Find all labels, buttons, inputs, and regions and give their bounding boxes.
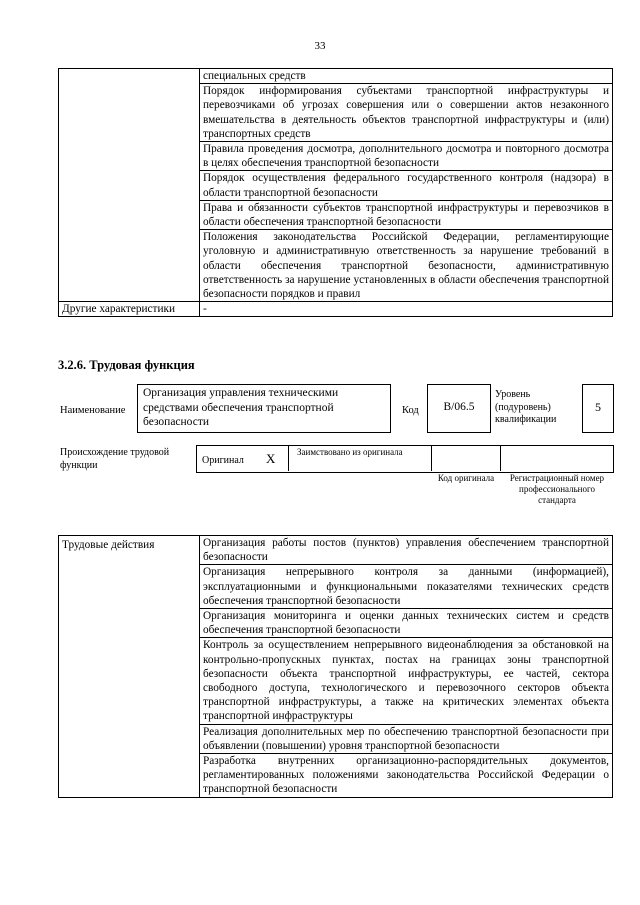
- level-value: 5: [595, 400, 601, 414]
- other-characteristics-value: -: [200, 302, 613, 317]
- original-label: Оригинал: [202, 455, 244, 466]
- actions-table: [58, 535, 613, 798]
- divider: [500, 445, 501, 471]
- table-cell: Порядок информирования субъектами транспортной инфраструктуры и перевозчиками об угрозах совершения или о совершении актов незаконного вмешательства в деятельность объектов транспортной инфраструктуры и (или) транспортных средств: [200, 84, 613, 142]
- code-value: B/06.5: [443, 401, 475, 413]
- reg-caption: Регистрационный номер профессионального стандарта: [509, 473, 605, 505]
- table-row: [59, 69, 613, 84]
- origin-label: Происхождение трудовой функции: [60, 447, 170, 471]
- table-cell: Правила проведения досмотра, дополнительного досмотра и повторного досмотра в целях обеспечения транспортной безопасности: [200, 142, 613, 171]
- knowledge-table: [58, 68, 613, 317]
- left-cell-empty: [59, 69, 200, 302]
- borrowed-label: Заимствовано из оригинала: [297, 447, 403, 457]
- table-cell: специальных средств: [200, 69, 613, 84]
- code-label: Код: [402, 405, 419, 416]
- level-label: Уровень (подуровень) квалификации: [495, 389, 557, 425]
- actions-label: Трудовые действия: [59, 536, 200, 798]
- table-cell: Положения законодательства Российской Федерации, регламентирующие уголовную и административную ответственность за нарушение требований в области обеспечения транспортной безопасности, административную ответственность за нарушение установленных в области обеспечения транспортной безопасности порядков и правил: [200, 230, 613, 302]
- level-box: [582, 384, 614, 433]
- table-cell: Порядок осуществления федерального государственного контроля (надзора) в области транспортной безопасности: [200, 171, 613, 200]
- table-cell: Реализация дополнительных мер по обеспечению транспортной безопасности при объявлении (повышении) уровня транспортной безопасности: [200, 724, 613, 753]
- other-characteristics-label: Другие характеристики: [59, 302, 200, 317]
- table-cell: Организация работы постов (пунктов) управления обеспечением транспортной безопасности: [200, 536, 613, 565]
- name-value: Организация управления техническими средствами обеспечения транспортной безопасности: [143, 387, 339, 428]
- table-cell: Организация мониторинга и оценки данных технических систем и средств обеспечения транспортной безопасности: [200, 609, 613, 638]
- name-label: Наименование: [60, 405, 126, 416]
- code-box: [427, 384, 491, 433]
- table-cell: Разработка внутренних организационно-распорядительных документов, регламентированных положениями законодательства Российской Федерации о транспортной безопасности: [200, 754, 613, 798]
- divider: [288, 445, 289, 471]
- table-cell: Права и обязанности субъектов транспортной инфраструктуры и перевозчиков в области обеспечения транспортной безопасности: [200, 200, 613, 229]
- table-cell: Организация непрерывного контроля за данными (информацией), эксплуатационными и функциональными показателями технических средств обеспечения транспортной безопасности: [200, 565, 613, 609]
- table-row: [59, 302, 613, 317]
- name-box: [137, 384, 391, 433]
- section-title: 3.2.6. Трудовая функция: [58, 358, 195, 372]
- code-caption: Код оригинала: [437, 473, 495, 483]
- divider: [431, 445, 432, 471]
- page-number: 33: [314, 40, 326, 52]
- original-mark: X: [266, 451, 276, 466]
- table-row: [59, 536, 613, 565]
- table-cell: Контроль за осуществлением непрерывного видеонаблюдения за обстановкой на контрольно-пропускных пунктах, постах на границах зоны транспортной безопасности объекта транспортной инфраструктуры, ее частей, сектора свободного доступа, технологического и перевозочного секторов объекта транспортной инфраструктуры, а также на критических элементах объекта транспортной инфраструктуры: [200, 638, 613, 724]
